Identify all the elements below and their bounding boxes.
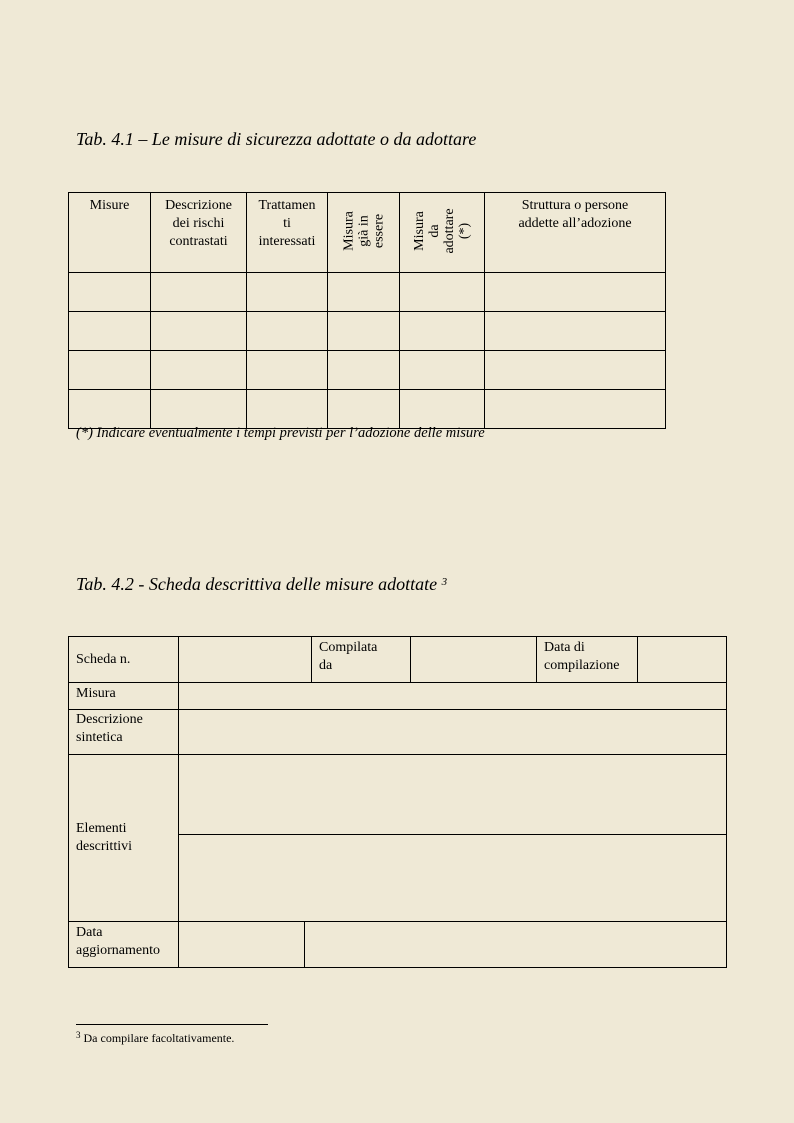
scheda-number-field[interactable] [179, 637, 312, 683]
compilata-field[interactable] [411, 637, 537, 683]
footnote-ref: 3 [441, 576, 448, 588]
table-cell[interactable] [485, 312, 666, 351]
table-cell[interactable] [69, 273, 151, 312]
table-4-1-title: Tab. 4.1 – Le misure di sicurezza adottate o da adottare [76, 129, 477, 149]
table-cell[interactable] [328, 390, 400, 429]
data-aggiornamento-field[interactable] [179, 922, 305, 968]
table-row [69, 351, 666, 390]
data-compilazione-label: Data di compilazione [537, 637, 638, 683]
table-cell[interactable] [151, 273, 247, 312]
descrizione-sintetica-field[interactable] [179, 710, 727, 755]
table-cell[interactable] [485, 390, 666, 429]
table-cell[interactable] [69, 312, 151, 351]
data-compilazione-field[interactable] [638, 637, 727, 683]
table-cell[interactable] [247, 390, 328, 429]
header-misura-gia-in-essere: Misura già in essere [328, 193, 400, 273]
table-cell[interactable] [328, 312, 400, 351]
table-cell[interactable] [328, 351, 400, 390]
table-row [69, 273, 666, 312]
descrizione-sintetica-label: Descrizione sintetica [69, 710, 179, 755]
table-4-1-header-row [69, 193, 666, 273]
table-4-2-title: Tab. 4.2 - Scheda descrittiva delle misure adottate $^3$ [76, 574, 448, 594]
table-cell[interactable] [328, 273, 400, 312]
table-cell[interactable] [400, 312, 485, 351]
elementi-row [69, 755, 727, 835]
misura-field[interactable] [179, 683, 727, 710]
table-4-1 [68, 192, 666, 429]
data-aggiornamento-label: Data aggiornamento [69, 922, 179, 968]
table-cell[interactable] [151, 351, 247, 390]
table-cell[interactable] [247, 273, 328, 312]
footnote: $^3$ Da compilare facoltativamente. [76, 1030, 235, 1045]
table-cell[interactable] [400, 351, 485, 390]
data-aggiornamento-notes-field[interactable] [305, 922, 727, 968]
scheda-row [69, 637, 727, 683]
table-cell[interactable] [485, 351, 666, 390]
compilata-label: Compilata da [312, 637, 411, 683]
table-cell[interactable] [151, 312, 247, 351]
misura-row [69, 683, 727, 710]
scheda-label: Scheda n. [69, 637, 179, 683]
header-trattamenti: Trattamen ti interessati [247, 193, 328, 273]
header-struttura: Struttura o persone addette all’adozione [485, 193, 666, 273]
misura-label: Misura [69, 683, 179, 710]
table-4-2 [68, 636, 727, 968]
table-cell[interactable] [400, 390, 485, 429]
elementi-descrittivi-field-1[interactable] [179, 755, 727, 835]
header-descrizione: Descrizione dei rischi contrastati [151, 193, 247, 273]
header-misura-da-adottare: Misura da adottare (*) [400, 193, 485, 273]
table-cell[interactable] [247, 351, 328, 390]
elementi-descrittivi-label: Elementi descrittivi [69, 755, 179, 922]
descrizione-row [69, 710, 727, 755]
table-cell[interactable] [400, 273, 485, 312]
table-cell[interactable] [69, 390, 151, 429]
table-cell[interactable] [485, 273, 666, 312]
table-cell[interactable] [69, 351, 151, 390]
table-row [69, 390, 666, 429]
data-aggiornamento-row [69, 922, 727, 968]
table-cell[interactable] [151, 390, 247, 429]
table-cell[interactable] [247, 312, 328, 351]
elementi-descrittivi-field-2[interactable] [179, 835, 727, 922]
header-misure: Misure [69, 193, 151, 273]
footnote-divider [76, 1024, 268, 1025]
table-row [69, 312, 666, 351]
table-4-1-note: (*) Indicare eventualmente i tempi previsti per l’adozione delle misure [76, 425, 485, 441]
